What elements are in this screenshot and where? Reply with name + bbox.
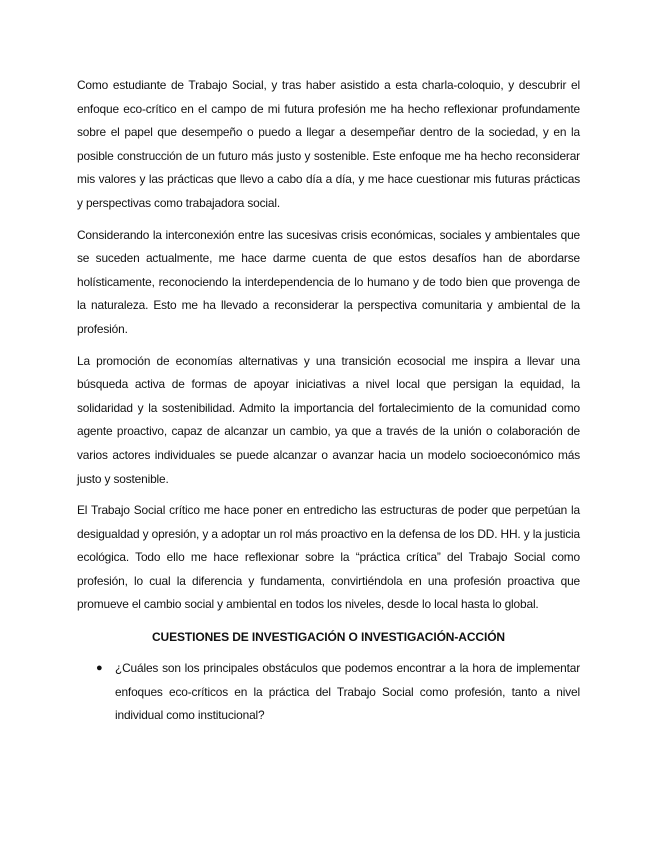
bullet-icon: ● <box>96 662 103 675</box>
paragraph-interconnection: Considerando la interconexión entre las sucesivas crisis económicas, sociales y ambientales que se suceden actualmente, me hace darme cuenta de que estos desafíos han de abordarse holísticamente, reconociendo la interdependencia de lo humano y de todo bien que provenga de la naturaleza. Esto me ha llevado a reconsiderar la perspectiva comunitaria y ambiental de la profesión. <box>77 227 580 336</box>
section-heading: CUESTIONES DE INVESTIGACIÓN O INVESTIGACIÓN-ACCIÓN <box>151 630 506 645</box>
list-item-text: ¿Cuáles son los principales obstáculos que podemos encontrar a la hora de implementar enfoques eco-críticos en la práctica del Trabajo Social como profesión, tanto a nivel individual como institucional? <box>115 661 580 723</box>
list-item <box>77 657 580 728</box>
paragraph-alternative-economies: La promoción de economías alternativas y una transición ecosocial me inspira a llevar una búsqueda activa de formas de apoyar iniciativas a nivel local que persigan la equidad, la solidaridad y la sostenibilidad. Admito la importancia del fortalecimiento de la comunidad como agente proactivo, capaz de alcanzar un cambio, ya que a través de la unión o colaboración de varios actores individuales se puede alcanzar o avanzar hacia un modelo socioeconómico más justo y sostenible. <box>77 353 580 486</box>
paragraph-reflection-intro: Como estudiante de Trabajo Social, y tras haber asistido a esta charla-coloquio, y descubrir el enfoque eco-crítico en el campo de mi futura profesión me ha hecho reflexionar profundamente sobre el papel que desempeño o puedo a llegar a desempeñar dentro de la sociedad, y en la posible construcción de un futuro más justo y sostenible. Este enfoque me ha hecho reconsiderar mis valores y las prácticas que llevo a cabo día a día, y me hace cuestionar mis futuras prácticas y perspectivas como trabajadora social. <box>77 78 580 210</box>
paragraph-critical-social-work: El Trabajo Social crítico me hace poner en entredicho las estructuras de poder que perpetúan la desigualdad y opresión, y a adoptar un rol más proactivo en la defensa de los DD. HH. y la justicia ecológica. Todo ello me hace reflexionar sobre la “práctica crítica” del Trabajo Social como profesión, lo cual la diferencia y fundamenta, convirtiéndola en una profesión proactiva que promueve el cambio social y ambiental en todos los niveles, desde lo local hasta lo global. <box>77 503 580 612</box>
research-questions-list <box>77 657 580 728</box>
